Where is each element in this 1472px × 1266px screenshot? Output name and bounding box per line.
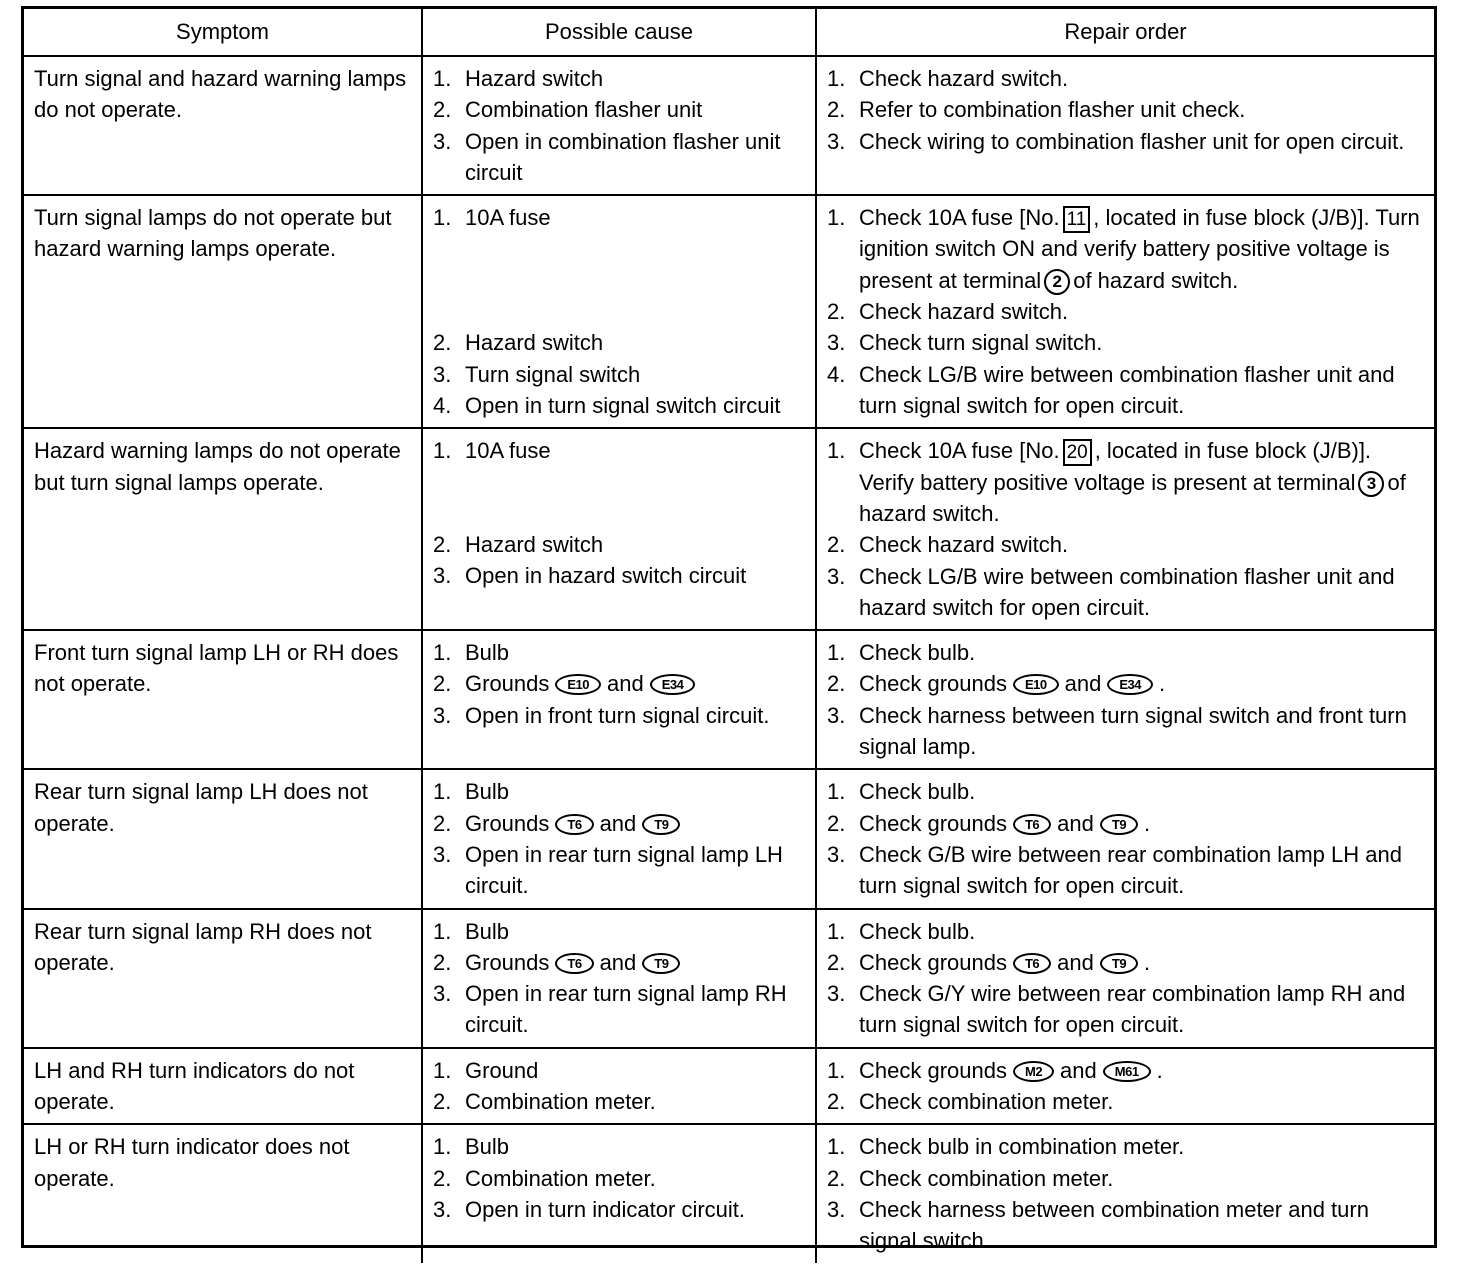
list-item: 1. Check bulb. — [827, 918, 976, 944]
list-item: 3. Check G/Y wire between rear combination lamp RH and turn signal switch for open circuit. — [827, 981, 1406, 1038]
list-item: 2. Combination flasher unit — [433, 97, 703, 123]
list-item: 1. Bulb — [433, 918, 510, 944]
list-item: 3. Open in rear turn signal lamp RH circuit. — [433, 981, 787, 1038]
list-item: 1. Check bulb. — [827, 640, 976, 666]
list-item: 2. Grounds T6 and T9 — [433, 947, 809, 978]
ground-e34-badge: E34 — [650, 674, 696, 695]
list-item: 1. Bulb — [433, 640, 510, 666]
diagnosis-table — [24, 9, 1434, 1263]
list-item: 2. Combination meter. — [433, 1165, 656, 1191]
ground-e10-badge: E10 — [1013, 674, 1059, 695]
table-row — [24, 909, 1434, 1048]
list-item: 3. Open in turn indicator circuit. — [433, 1196, 746, 1222]
list-item: 2. Refer to combination flasher unit check. — [827, 97, 1246, 123]
repair-cell — [816, 1048, 1434, 1125]
repair-cell — [816, 630, 1434, 769]
ground-t9-badge: T9 — [1100, 814, 1138, 835]
table-row — [24, 1048, 1434, 1125]
cause-cell — [422, 428, 816, 630]
cause-cell — [422, 769, 816, 908]
header-row — [24, 9, 1434, 56]
list-item: 3. Open in rear turn signal lamp LH circuit. — [433, 841, 783, 899]
list-item: 2. Hazard switch — [433, 330, 604, 356]
symptom-cell: LH and RH turn indicators do not operate. — [24, 1048, 422, 1125]
list-item: 2. Check grounds T6 and T9 . — [827, 810, 1151, 836]
list-item: 1. Check grounds M2 and M61 . — [827, 1057, 1163, 1083]
list-item: 3. Check LG/B wire between combination flasher unit and hazard switch for open circuit. — [827, 563, 1395, 620]
list-item: 2. Grounds E10 and E34 — [433, 668, 809, 699]
fuse-number-box: 20 — [1063, 439, 1092, 466]
ground-t6-badge: T6 — [555, 814, 593, 835]
ground-t9-badge: T9 — [1100, 953, 1138, 974]
list-item: 3. Open in front turn signal circuit. — [433, 702, 770, 728]
list-item: 2. Check hazard switch. — [827, 299, 1069, 325]
ground-m61-badge: M61 — [1103, 1061, 1151, 1082]
ground-e10-badge: E10 — [555, 674, 601, 695]
symptom-cell: Turn signal and hazard warning lamps do not operate. — [24, 56, 422, 195]
list-item: 3. Open in combination flasher unit circuit — [433, 128, 781, 185]
table-row — [24, 630, 1434, 769]
header-repair-order: Repair order — [816, 9, 1434, 56]
list-item: 2. Check combination meter. — [827, 1089, 1114, 1115]
list-item: 1. Check bulb in combination meter. — [827, 1134, 1185, 1160]
list-item: 4. Check LG/B wire between combination flasher unit and turn signal switch for open circuit. — [827, 361, 1395, 418]
cause-cell — [422, 909, 816, 1048]
cause-cell — [422, 56, 816, 195]
list-item: 1. 10A fuse — [433, 438, 551, 464]
terminal-number-circle: 2 — [1044, 269, 1070, 295]
list-item: 3. Open in hazard switch circuit — [433, 562, 747, 588]
list-item: 2. Check grounds T6 and T9 . — [827, 949, 1151, 975]
cause-cell — [422, 195, 816, 428]
symptom-cell: Hazard warning lamps do not operate but turn signal lamps operate. — [24, 428, 422, 630]
list-item: 3. Check wiring to combination flasher unit for open circuit. — [827, 128, 1405, 154]
list-item: 2. Combination meter. — [433, 1089, 656, 1115]
list-item: 2. Check hazard switch. — [827, 532, 1069, 558]
symptom-cell: Turn signal lamps do not operate but hazard warning lamps operate. — [24, 195, 422, 428]
ground-e34-badge: E34 — [1107, 674, 1153, 695]
symptom-cell: Rear turn signal lamp RH does not operate. — [24, 909, 422, 1048]
repair-cell — [816, 195, 1434, 428]
list-item: 1. Check hazard switch. — [827, 66, 1069, 91]
ground-t6-badge: T6 — [1013, 953, 1051, 974]
list-item: 3. Check G/B wire between rear combination lamp LH and turn signal switch for open circuit. — [827, 841, 1402, 899]
fuse-number-box: 11 — [1063, 206, 1091, 233]
repair-cell — [816, 56, 1434, 195]
list-item: 3. Check turn signal switch. — [827, 330, 1103, 356]
symptom-cell: Rear turn signal lamp LH does not operate. — [24, 769, 422, 908]
header-possible-cause: Possible cause — [422, 9, 816, 56]
terminal-number-circle: 3 — [1358, 471, 1384, 497]
list-item: 1. Ground — [433, 1057, 539, 1083]
list-item: 1. 10A fuse — [433, 205, 551, 231]
list-item: 2. Grounds T6 and T9 — [433, 808, 809, 839]
list-item: 1. Check bulb. — [827, 779, 976, 805]
repair-cell — [816, 909, 1434, 1048]
header-symptom: Symptom — [24, 9, 422, 56]
list-item: 3. Check harness between turn signal switch and front turn signal lamp. — [827, 702, 1407, 760]
list-item: 1. Check 10A fuse [No. 11 , located in fuse block (J/B)]. Turn ignition switch ON and verify battery positive voltage is present at terminal 2 of hazard switch. — [827, 205, 1420, 293]
list-item: 4. Open in turn signal switch circuit — [433, 393, 781, 419]
troubleshooting-table — [21, 6, 1437, 1254]
table-row — [24, 769, 1434, 908]
ground-m2-badge: M2 — [1013, 1061, 1054, 1082]
list-item: 3. Turn signal switch — [433, 361, 641, 387]
list-item: 1. Bulb — [433, 779, 510, 805]
repair-cell — [816, 1124, 1434, 1262]
cause-cell — [422, 630, 816, 769]
ground-t9-badge: T9 — [642, 953, 680, 974]
table-row — [24, 56, 1434, 195]
list-item: 1. Check 10A fuse [No. 20 , located in fuse block (J/B)]. Verify battery positive voltage is present at terminal 3 of hazard switch. — [827, 438, 1406, 526]
list-item: 3. Check harness between combination meter and turn signal switch. — [827, 1196, 1369, 1254]
list-item: 1. Hazard switch — [433, 66, 604, 91]
symptom-cell: Front turn signal lamp LH or RH does not operate. — [24, 630, 422, 769]
list-item: 1. Bulb — [433, 1134, 510, 1160]
table-row — [24, 1124, 1434, 1262]
cause-cell — [422, 1124, 816, 1262]
list-item: 2. Check combination meter. — [827, 1165, 1114, 1191]
symptom-cell: LH or RH turn indicator does not operate. — [24, 1124, 422, 1262]
list-item: 2. Hazard switch — [433, 531, 604, 557]
list-item: 2. Check grounds E10 and E34 . — [827, 671, 1166, 697]
ground-t9-badge: T9 — [642, 814, 680, 835]
repair-cell — [816, 428, 1434, 630]
ground-t6-badge: T6 — [1013, 814, 1051, 835]
cause-cell — [422, 1048, 816, 1125]
table-row — [24, 195, 1434, 428]
table-row — [24, 428, 1434, 630]
ground-t6-badge: T6 — [555, 953, 593, 974]
repair-cell — [816, 769, 1434, 908]
